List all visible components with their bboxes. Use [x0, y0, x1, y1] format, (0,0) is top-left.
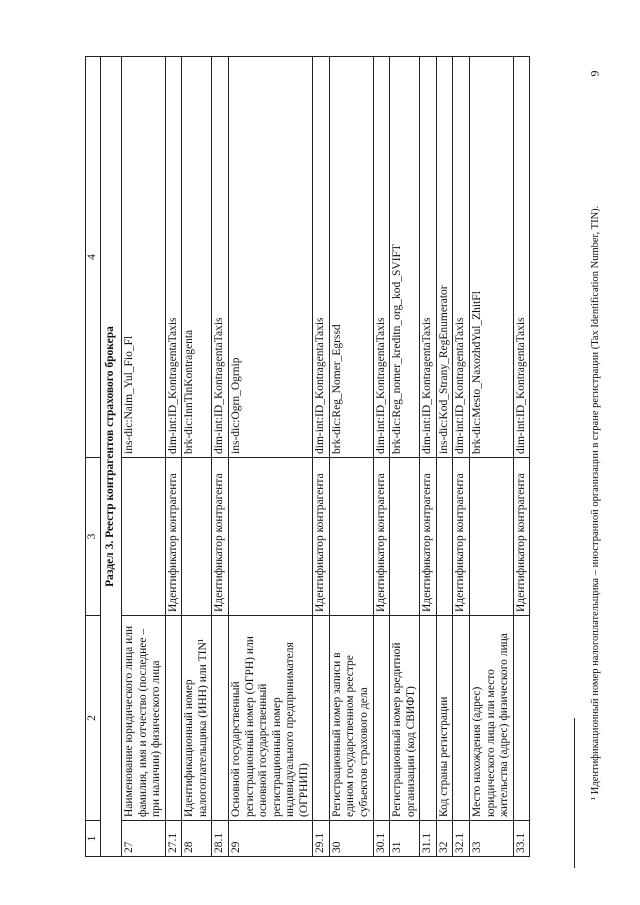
rotated-content [85, 57, 590, 857]
cell-name [373, 616, 390, 821]
contractor-registry-table [85, 56, 530, 857]
section-title-row [101, 57, 122, 857]
cell-code: dim-int:ID_KontragentaTaxis [453, 57, 470, 458]
cell-code: ins-dic:Kod_Strany_RegEnumerator [436, 57, 453, 458]
header-col-3: 3 [86, 458, 101, 616]
cell-num: 28.1 [212, 821, 229, 857]
cell-name [313, 616, 330, 821]
cell-code: dim-int:ID_KontragentaTaxis [373, 57, 390, 458]
cell-dim: Идентификатор контрагента [165, 458, 182, 616]
cell-name: Место нахождения (адрес) юридического лица или место жительства (адрес) физического лица [469, 616, 513, 821]
cell-dim: Идентификатор контрагента [313, 458, 330, 616]
cell-dim [228, 458, 312, 616]
column-number-header-row [86, 57, 101, 857]
footnote: ¹ Идентификационный номер налогоплательщика – иностранной организации в стране регистрации (Tax Identification Number, TIN). [590, 205, 601, 800]
page-number: 9 [587, 70, 602, 77]
cell-name: Код страны регистрации [436, 616, 453, 821]
cell-name [513, 616, 530, 821]
header-col-4: 4 [86, 57, 101, 458]
table-row [212, 57, 229, 857]
cell-num: 27.1 [165, 821, 182, 857]
cell-dim: Идентификатор контрагента [373, 458, 390, 616]
cell-num: 33 [469, 821, 513, 857]
table-row [313, 57, 330, 857]
cell-dim [122, 458, 166, 616]
table-row [329, 57, 373, 857]
cell-dim [390, 458, 420, 616]
cell-dim [469, 458, 513, 616]
cell-dim [329, 458, 373, 616]
cell-num: 29 [228, 821, 312, 857]
cell-dim: Идентификатор контрагента [513, 458, 530, 616]
cell-num: 30 [329, 821, 373, 857]
cell-num: 33.1 [513, 821, 530, 857]
table-row [453, 57, 470, 857]
table-row [165, 57, 182, 857]
table-row [228, 57, 312, 857]
cell-num: 28 [182, 821, 212, 857]
cell-num: 32 [436, 821, 453, 857]
cell-num: 31.1 [420, 821, 437, 857]
cell-code: ins-dic:Naim_Yul_Fio_Fl [122, 57, 166, 458]
cell-dim: Идентификатор контрагента [420, 458, 437, 616]
cell-num: 29.1 [313, 821, 330, 857]
cell-name: Регистрационный номер записи в едином государственном реестре субъектов страхового дела [329, 616, 373, 821]
cell-code: dim-int:ID_KontragentaTaxis [513, 57, 530, 458]
cell-name [165, 616, 182, 821]
cell-code: dim-int:ID_KontragentaTaxis [420, 57, 437, 458]
cell-dim [436, 458, 453, 616]
cell-name [453, 616, 470, 821]
cell-name: Основной государственный регистрационный номер (ОГРН) или основной государственный регистрационный номер индивидуального предпринимателя (ОГРНИП) [228, 616, 312, 821]
table-row [390, 57, 420, 857]
footnote-separator [574, 718, 575, 868]
table-row [122, 57, 166, 857]
cell-code: brk-dic:InnTinKontragenta [182, 57, 212, 458]
cell-code: brk-dic:Reg_nomer_kreditn_org_kod_SVIFT [390, 57, 420, 458]
cell-name: Идентификационный номер налогоплательщика (ИНН) или TIN¹ [182, 616, 212, 821]
table-row [436, 57, 453, 857]
header-col-2: 2 [86, 616, 101, 821]
cell-num: 27 [122, 821, 166, 857]
cell-code: brk-dic:Mesto_NaxozhdYul_ZhitFl [469, 57, 513, 458]
cell-code: brk-dic:Reg_Nomer_Egrssd [329, 57, 373, 458]
cell-name: Регистрационный номер кредитной организации (код СВИФТ) [390, 616, 420, 821]
cell-num: 30.1 [373, 821, 390, 857]
cell-dim: Идентификатор контрагента [212, 458, 229, 616]
cell-name [420, 616, 437, 821]
cell-dim: Идентификатор контрагента [453, 458, 470, 616]
header-col-1: 1 [86, 821, 101, 857]
cell-code: dim-int:ID_KontragentaTaxis [165, 57, 182, 458]
table-row [373, 57, 390, 857]
cell-code: ins-dic:Ogrn_Ogrnip [228, 57, 312, 458]
cell-code: dim-int:ID_KontragentaTaxis [212, 57, 229, 458]
table-row [469, 57, 513, 857]
cell-code: dim-int:ID_KontragentaTaxis [313, 57, 330, 458]
table-row [182, 57, 212, 857]
cell-num: 32.1 [453, 821, 470, 857]
cell-name: Наименование юридического лица или фамилия, имя и отчество (последнее – при наличии) физического лица [122, 616, 166, 821]
cell-dim [182, 458, 212, 616]
cell-num: 31 [390, 821, 420, 857]
section-title: Раздел 3. Реестр контрагентов страхового брокера [101, 57, 122, 857]
cell-name [212, 616, 229, 821]
table-row [513, 57, 530, 857]
table-row [420, 57, 437, 857]
